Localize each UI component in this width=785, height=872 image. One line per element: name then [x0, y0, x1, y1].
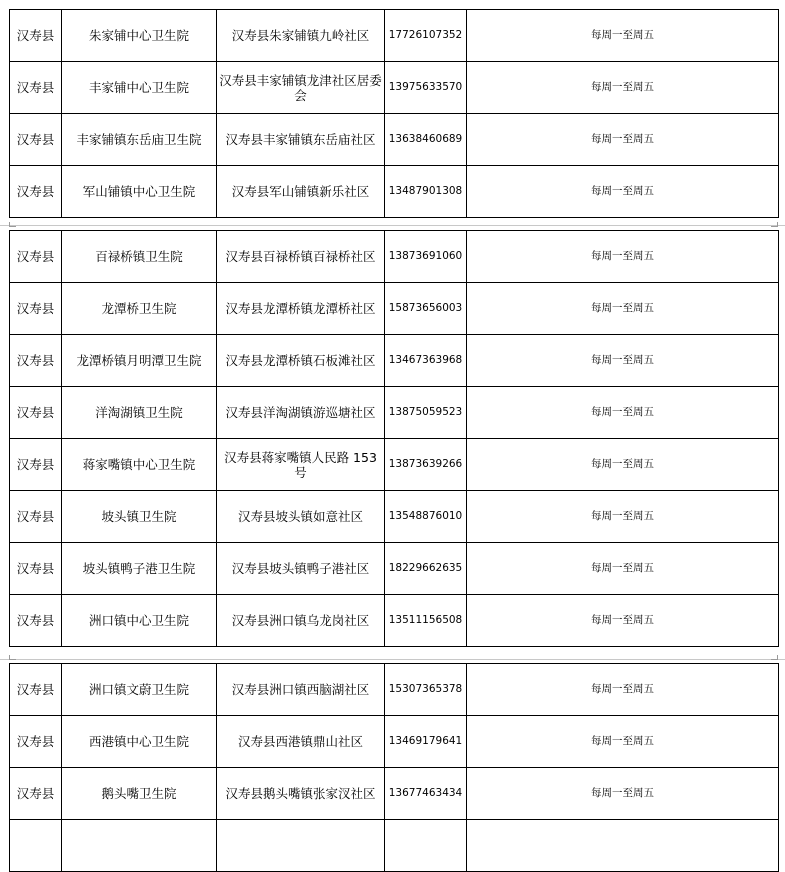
table-row [10, 595, 779, 647]
cell-name: 坡头镇卫生院 [62, 491, 217, 543]
clinic-table-page-3 [9, 663, 779, 872]
clinic-table-page-2 [9, 230, 779, 647]
page-break-line [0, 225, 785, 226]
cell-hours: 每周一至周五 [467, 595, 779, 647]
cell-phone: 13487901308 [385, 166, 467, 218]
cell-county: 汉寿县 [10, 62, 62, 114]
cell-empty [10, 820, 62, 872]
cell-address: 汉寿县坡头镇如意社区 [217, 491, 385, 543]
cell-hours: 每周一至周五 [467, 231, 779, 283]
cell-address: 汉寿县龙潭桥镇龙潭桥社区 [217, 283, 385, 335]
cell-county: 汉寿县 [10, 595, 62, 647]
cell-county: 汉寿县 [10, 716, 62, 768]
table-row [10, 543, 779, 595]
table-row [10, 768, 779, 820]
cell-phone: 13873691060 [385, 231, 467, 283]
cell-county: 汉寿县 [10, 10, 62, 62]
cell-phone: 15873656003 [385, 283, 467, 335]
cell-address: 汉寿县丰家铺镇东岳庙社区 [217, 114, 385, 166]
cell-address: 汉寿县龙潭桥镇石板滩社区 [217, 335, 385, 387]
cell-name: 西港镇中心卫生院 [62, 716, 217, 768]
cell-address: 汉寿县朱家铺镇九岭社区 [217, 10, 385, 62]
cell-phone: 18229662635 [385, 543, 467, 595]
cell-phone: 13511156508 [385, 595, 467, 647]
page-corner-mark [9, 655, 16, 660]
cell-address: 汉寿县坡头镇鸭子港社区 [217, 543, 385, 595]
cell-address: 汉寿县洲口镇西脑湖社区 [217, 664, 385, 716]
cell-phone: 13469179641 [385, 716, 467, 768]
cell-address: 汉寿县蒋家嘴镇人民路 153 号 [217, 439, 385, 491]
cell-name: 洲口镇中心卫生院 [62, 595, 217, 647]
table-row [10, 664, 779, 716]
cell-county: 汉寿县 [10, 387, 62, 439]
cell-phone: 13875059523 [385, 387, 467, 439]
table-row-partial [10, 820, 779, 872]
cell-county: 汉寿县 [10, 664, 62, 716]
table-row [10, 387, 779, 439]
cell-hours: 每周一至周五 [467, 166, 779, 218]
cell-phone: 13548876010 [385, 491, 467, 543]
cell-name: 丰家铺镇东岳庙卫生院 [62, 114, 217, 166]
cell-hours: 每周一至周五 [467, 335, 779, 387]
cell-hours: 每周一至周五 [467, 283, 779, 335]
cell-hours: 每周一至周五 [467, 62, 779, 114]
cell-hours: 每周一至周五 [467, 543, 779, 595]
cell-county: 汉寿县 [10, 335, 62, 387]
table-row [10, 439, 779, 491]
cell-name: 鹅头嘴卫生院 [62, 768, 217, 820]
cell-empty [217, 820, 385, 872]
cell-county: 汉寿县 [10, 166, 62, 218]
cell-name: 龙潭桥镇月明潭卫生院 [62, 335, 217, 387]
cell-name: 龙潭桥卫生院 [62, 283, 217, 335]
cell-hours: 每周一至周五 [467, 439, 779, 491]
cell-hours: 每周一至周五 [467, 387, 779, 439]
cell-name: 蒋家嘴镇中心卫生院 [62, 439, 217, 491]
cell-address: 汉寿县百禄桥镇百禄桥社区 [217, 231, 385, 283]
cell-phone: 17726107352 [385, 10, 467, 62]
cell-name: 洋淘湖镇卫生院 [62, 387, 217, 439]
cell-hours: 每周一至周五 [467, 664, 779, 716]
table-row [10, 335, 779, 387]
cell-phone: 13873639266 [385, 439, 467, 491]
table-row [10, 166, 779, 218]
cell-name: 百禄桥镇卫生院 [62, 231, 217, 283]
table-row [10, 114, 779, 166]
table-row [10, 716, 779, 768]
page-break-line [0, 659, 785, 660]
cell-hours: 每周一至周五 [467, 768, 779, 820]
cell-name: 丰家铺中心卫生院 [62, 62, 217, 114]
cell-county: 汉寿县 [10, 543, 62, 595]
page-corner-mark [771, 655, 778, 660]
cell-address: 汉寿县军山铺镇新乐社区 [217, 166, 385, 218]
cell-county: 汉寿县 [10, 283, 62, 335]
cell-name: 洲口镇文蔚卫生院 [62, 664, 217, 716]
cell-empty [467, 820, 779, 872]
table-row [10, 62, 779, 114]
cell-hours: 每周一至周五 [467, 716, 779, 768]
page-corner-mark [9, 222, 16, 227]
cell-phone: 15307365378 [385, 664, 467, 716]
cell-phone: 13638460689 [385, 114, 467, 166]
cell-name: 军山铺镇中心卫生院 [62, 166, 217, 218]
cell-county: 汉寿县 [10, 491, 62, 543]
table-row [10, 231, 779, 283]
cell-hours: 每周一至周五 [467, 10, 779, 62]
cell-address: 汉寿县洋淘湖镇游巡塘社区 [217, 387, 385, 439]
cell-address: 汉寿县鹅头嘴镇张家汊社区 [217, 768, 385, 820]
cell-name: 朱家铺中心卫生院 [62, 10, 217, 62]
clinic-table-page-1 [9, 9, 779, 218]
cell-phone: 13677463434 [385, 768, 467, 820]
table-row [10, 10, 779, 62]
cell-address: 汉寿县丰家铺镇龙津社区居委会 [217, 62, 385, 114]
cell-address: 汉寿县洲口镇乌龙岗社区 [217, 595, 385, 647]
cell-phone: 13975633570 [385, 62, 467, 114]
cell-county: 汉寿县 [10, 768, 62, 820]
cell-county: 汉寿县 [10, 231, 62, 283]
cell-hours: 每周一至周五 [467, 491, 779, 543]
page-corner-mark [771, 222, 778, 227]
cell-hours: 每周一至周五 [467, 114, 779, 166]
cell-empty [62, 820, 217, 872]
table-row [10, 283, 779, 335]
cell-empty [385, 820, 467, 872]
cell-county: 汉寿县 [10, 439, 62, 491]
cell-county: 汉寿县 [10, 114, 62, 166]
cell-name: 坡头镇鸭子港卫生院 [62, 543, 217, 595]
cell-phone: 13467363968 [385, 335, 467, 387]
cell-address: 汉寿县西港镇鼎山社区 [217, 716, 385, 768]
table-row [10, 491, 779, 543]
